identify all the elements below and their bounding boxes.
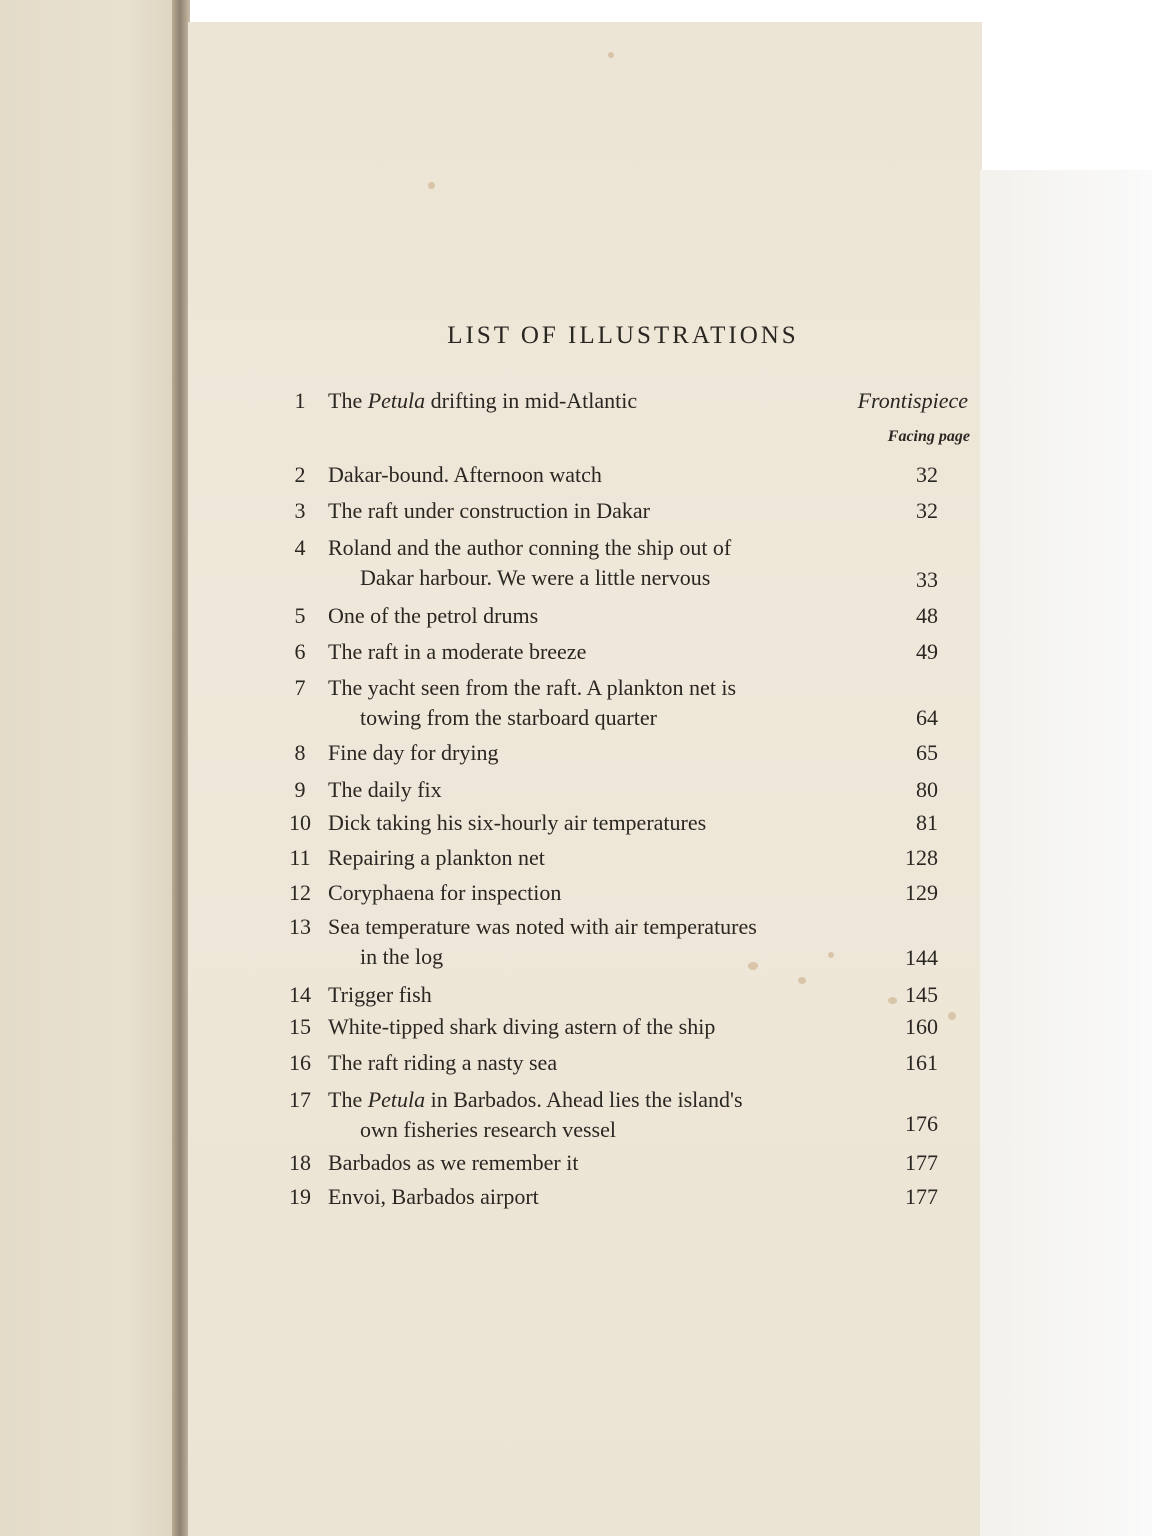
entry-caption: The Petula in Barbados. Ahead lies the island's own fisheries research vessel (328, 1087, 743, 1142)
entry-caption: The daily fix (328, 777, 442, 802)
entry-caption: Sea temperature was noted with air temperatures in the log (328, 914, 757, 969)
entry-caption: The raft under construction in Dakar (328, 498, 650, 523)
facing-page-header: Facing page (887, 428, 970, 445)
entry-caption: The yacht seen from the raft. A plankton net is towing from the starboard quarter (328, 675, 737, 730)
entry-number: 16 (289, 1050, 311, 1075)
entry-caption: Repairing a plankton net (328, 845, 545, 870)
entry-page: 65 (916, 740, 938, 765)
entry-caption: The raft in a moderate breeze (328, 639, 587, 664)
entry-number: 4 (294, 535, 306, 560)
entry-caption: Fine day for drying (328, 740, 499, 765)
entry-caption: White-tipped shark diving astern of the ship (328, 1014, 716, 1039)
entry-number: 13 (289, 914, 311, 939)
left-page-edge (0, 0, 178, 1536)
entry-caption: The Petula drifting in mid-Atlantic (328, 388, 638, 413)
entry-number: 15 (289, 1014, 311, 1039)
entry-number: 8 (294, 740, 306, 765)
page-title: LIST OF ILLUSTRATIONS (447, 322, 799, 349)
entry-page: 64 (916, 705, 938, 730)
entry-number: 5 (294, 603, 306, 628)
entry-caption: The raft riding a nasty sea (328, 1050, 558, 1075)
entry-caption: Roland and the author conning the ship out of Dakar harbour. We were a little nervous (328, 535, 732, 590)
entry-page: 33 (916, 567, 938, 592)
entry-page: 176 (905, 1111, 938, 1136)
entry-number: 11 (289, 845, 311, 870)
entry-number: 17 (289, 1087, 311, 1112)
entry-page: 145 (905, 982, 938, 1007)
entry-caption: Coryphaena for inspection (328, 880, 562, 905)
entry-number: 2 (294, 462, 306, 487)
entry-page: 128 (905, 845, 938, 870)
entry-number: 9 (294, 777, 306, 802)
entry-page: 49 (916, 639, 938, 664)
entry-caption: Dick taking his six-hourly air temperatures (328, 810, 707, 835)
entry-number: 19 (289, 1184, 311, 1209)
entry-page: 129 (905, 880, 938, 905)
entry-caption: Envoi, Barbados airport (328, 1184, 539, 1209)
entry-page: 81 (916, 810, 938, 835)
entry-page: 177 (905, 1150, 938, 1175)
entry-page: 160 (905, 1014, 938, 1039)
entry-number: 10 (289, 810, 311, 835)
entry-number: 1 (294, 388, 306, 413)
entry-page: 144 (905, 945, 938, 970)
entry-caption: Dakar-bound. Afternoon watch (328, 462, 602, 487)
entry-page: Frontispiece (857, 388, 968, 413)
entry-caption: One of the petrol drums (328, 603, 539, 628)
entry-caption: Barbados as we remember it (328, 1150, 579, 1175)
entry-number: 12 (289, 880, 311, 905)
entry-page: 161 (905, 1050, 938, 1075)
entry-number: 7 (294, 675, 306, 700)
entry-caption: Trigger fish (328, 982, 432, 1007)
entry-page: 32 (916, 462, 938, 487)
entry-page: 80 (916, 777, 938, 802)
entry-number: 14 (289, 982, 311, 1007)
background-surface (980, 170, 1152, 1536)
entry-page: 177 (905, 1184, 938, 1209)
entry-number: 18 (289, 1150, 311, 1175)
entry-number: 6 (294, 639, 306, 664)
entry-number: 3 (294, 498, 306, 523)
entry-page: 32 (916, 498, 938, 523)
entry-page: 48 (916, 603, 938, 628)
